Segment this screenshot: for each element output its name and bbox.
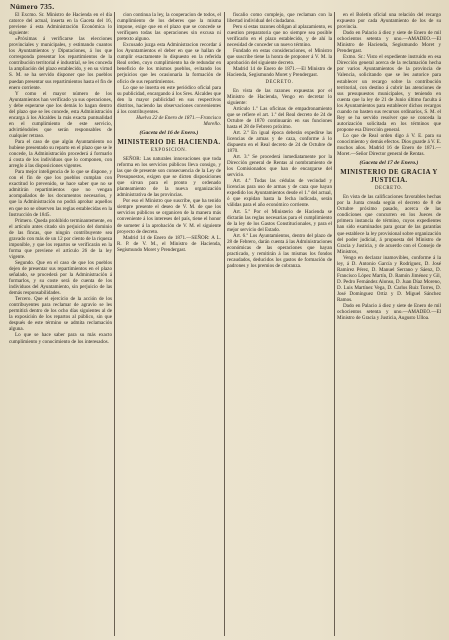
- paragraph: Y como el mayor número de los Ayuntamientos han verificado ya sus operaciones, y debe esperarse que los demás lo hagan dentro del plazo que se les concede, esta Administración encarga á los Alcaldes la más exacta puntualidad en el cumplimiento de este servicio, advirtiéndoles que serán responsables de cualquier retraso.: [9, 90, 112, 139]
- section-subheading: DECRETO.: [374, 186, 404, 192]
- paragraph: Fundado en estas consideraciones, el Ministro que suscribe tiene la honra de proponer á V. M. la aprobación del siguiente decreto.: [227, 48, 332, 67]
- column-divider: [334, 12, 335, 636]
- paragraph: en el Boletín oficial una relación del recargo expuesto por cada Ayuntamiento de los de su provincia.: [337, 12, 441, 31]
- paragraph: Primero. Queda prohibido terminantemente, en el artículo antes citado sin perjuicio del dominio de las fincas, que ningún contribuyente sea gravado con más de un 12 por ciento de la riqueza imponible, y que los repartos se verificarán en la forma que previene el artículo 26 de la ley vigente.: [9, 217, 112, 260]
- paragraph: El Excmo. Sr. Ministro de Hacienda en el día catorce del actual, inserta en la Gaceta del 16, previene á esta Administración Económica lo siguiente:: [9, 12, 112, 37]
- paragraph: Lo que se hace saber para su más exacto cumplimiento y conocimiento de los interesados.: [9, 332, 112, 345]
- paragraph: Excusado juzga esta Administracion recordar á los Ayuntamientos el deber en que se hallan de cumplir exactamente lo dispuesto en la referida Real orden, cuyo cumplimiento ha de redundar en beneficio de los mismos pueblos, evitando los perjuicios que les ocasionaría la formación de oficio de sus repartimientos.: [117, 42, 221, 85]
- paragraph: cion continua la ley, la cooperacion de todos, el cumplimiento de los deberes que la misma impone, exige que en el plazo que se concede se verifiquen todas las operaciones sin excusa ni pretexto alguno.: [117, 12, 221, 43]
- paragraph: «Próximas á verificarse las elecciones provinciales y municipales, y estimando cuantos los Ayuntamientos y Diputaciones, á los que corresponda presentar los repartimientos de la contribución territorial é industrial, se les conceda la ampliación del plazo establecido, y en su virtud S. M. se ha servido disponer que los pueblos puedan presentar sus repartimientos hasta el fin de enero corriente.: [9, 36, 112, 91]
- column-divider: [224, 12, 225, 636]
- column-4: [337, 12, 441, 636]
- paragraph: Dado en Palacio á diez y siete de Enero de mil ochocientos setenta y uno.—AMADEO.—El Ministro de Hacienda, Segismundo Moret y Prendergast.: [337, 30, 441, 55]
- paragraph: Para el caso de que algún Ayuntamiento no hubiese presentado su reparto en el plazo que se le concede, la Administración procederá á formarlo á costa de los individuos que lo componen, con arreglo á las disposiciones vigentes.: [9, 138, 112, 170]
- paragraph: Dado en Palacio á diez y siete de Enero de mil ochocientos setenta y uno.—AMADEO.—El Ministro de Gracia y Justicia, Augusto Ulloa.: [337, 303, 441, 322]
- paragraph: Segundo. Que en el caso de que los pueblos dejen de presentar sus repartimientos en el plazo señalado, se procederá por la Administración á formarlos, y su coste será de cuenta de los individuos del Ayuntamiento, sin perjuicio de las demás responsabilidades.: [9, 259, 112, 297]
- section-subheading: DECRETO.: [265, 79, 294, 85]
- gazette-citation: (Gaceta del 16 de Enero.): [139, 129, 199, 136]
- section-heading: MINISTERIO DE HACIENDA.: [117, 138, 221, 146]
- paragraph: Art. 4.º Todas las cédulas de vecindad y licencias para uso de armas y de caza que hayan expedido los Ayuntamientos desde el 1.º del actual, ó que expidan hasta la fecha indicada, serán válidas para el año económico corriente.: [227, 178, 332, 209]
- paragraph: Para mejor inteligencia de lo que se dispone, y con el fin de que los pueblos cumplan con exactitud lo prevenido, se hace saber que no se admitirán repartimientos que no vengan acompañados de los documentos necesarios, y que la Administración no podrá aprobar aquellos en que no se observen las reglas establecidas en la Instrucción de 1845.: [9, 169, 112, 218]
- paragraph: fiscalio como complejo, que reclaman con la libertad individual del ciudadano.: [227, 12, 332, 25]
- section-heading: MINISTERIO DE GRACIA Y JUSTICIA.: [340, 169, 438, 185]
- paragraph: Artículo 1.º Las oficinas de empadronamiento que se refiere el art. 1.º del Real decreto de 24 de Octubre de 1870 continuarán en sus funciones hasta el 28 de Febrero próximo.: [227, 105, 332, 130]
- paragraph: SEÑOR: Las naturales innovaciones que toda reforma en los servicios públicos lleva consigo, y las que de presente son consecuencia de la Ley de Presupuestos, exigen que se dicten disposiciones que sirvan para el pronto y ordenado planteamiento de la nueva organización administrativa de las provincias.: [117, 155, 221, 199]
- paragraph: Art. 6.º Los Ayuntamientos, dentro del plazo de 28 de Febrero, darán cuenta á las Administraciones económicas de las operaciones que hayan practicado, y remitirán á las mismas los fondos recaudados, deducidos los gastos de formación de padrones y los premios de cobranza.: [227, 232, 332, 269]
- paragraph: Exmo. Sr.: Visto el expediente instruido en esa Dirección general acerca de la reclamación hecha por varios Ayuntamientos de la provincia de Valencia, solicitando que se les autorice para establecer un recargo sobre la contribución territorial, con destino á cubrir las atenciones de sus presupuestos municipales, y teniendo en cuenta que la ley de 21 de Junio último faculta á los Ayuntamientos para establecer dichos recargos cuando no basten sus recursos ordinarios, S. M. el Rey se ha servido resolver que se conceda la autorización solicitada en los términos que propone esa Dirección general.: [337, 54, 441, 133]
- paragraph: Art. 2.º En igual época deberán expedirse las licencias de armas y de caza, conforme á lo dispuesto en el Real decreto de 24 de Octubre de 1870.: [227, 129, 332, 155]
- paragraph: Vengo en declarar inamovibles, conforme á la ley, á D. Antonio García y Rodríguez, D. José Ramírez Pérez, D. Manuel Serrano y Sáenz, D. Francisco López Martín, D. Ramón Jiménez y Gil, D. Pedro Fernández Alonso, D. Juan Díaz Moreno, D. Luis Martínez Vega, D. Carlos Ruiz Torres, D. José Domínguez Ortiz y D. Miguel Sánchez Ramos.: [337, 254, 441, 304]
- paragraph: Madrid 14 de Enero de 1871.—El Ministro de Hacienda, Segismundo Moret y Prendergast.: [227, 66, 332, 79]
- paragraph: En vista de las razones expuestas por el Ministro de Hacienda, Vengo en decretar lo siguiente:: [227, 87, 332, 106]
- paragraph: En vista de las calificaciones favorables hechas por la Junta creada según el decreto de 8 de Octubre próximo pasado, acerca de las condiciones que concurren en los Jueces de primera instancia de término, cuyos expedientes han sido examinados para gozar de las garantías que establece la ley provisional sobre organización del poder judicial, á propuesta del Ministro de Gracia y Justicia, y de acuerdo con el Consejo de Ministros,: [337, 194, 441, 255]
- column-1: [9, 12, 112, 636]
- paragraph: Art. 3.º Se procederá inmediatamente por la Dirección general de Rentas al nombramiento de los Comisionados que han de encargarse del servicio.: [227, 154, 332, 179]
- paragraph: Lo que se inserta en este periódico oficial para su publicidad, encargando á los Sres. Alcaldes que den la mayor publicidad en sus respectivos distritos, haciendo las observaciones convenientes á los contribuyentes.: [117, 84, 221, 115]
- gazette-citation: (Gaceta del 17 de Enero.): [359, 160, 419, 167]
- column-3: [227, 12, 332, 636]
- issue-number: Número 735.: [10, 2, 55, 11]
- paragraph: Pero si estas razones obligan al aplazamiento, es cuestion preparatoria que no siempre sea posible verificarlo en el plazo establecido, y de ahí la necesidad de conceder un nuevo término.: [227, 24, 332, 49]
- column-divider: [114, 12, 115, 636]
- signature: Huelva 22 de Enero de 1871.—Francisco Morello.: [136, 114, 221, 127]
- paragraph: Lo que de Real orden digo á V. E. para su conocimiento y demás efectos. Dios guarde á V. E. muchos años. Madrid 16 de Enero de 1871.—Moret.—Señor Director general de Rentas.: [337, 132, 441, 158]
- paragraph: Madrid 14 de Enero de 1871.—SEÑOR: A L. R. P. de V. M., el Ministro de Hacienda, Segismundo Moret y Prendergast.: [117, 234, 221, 253]
- paragraph: Tercero. Que el ejercicio de la acción de los contribuyentes para reclamar de agravio se les permitirá dentro de los ocho días siguientes al de la exposición de los repartos al público, sin que después de este término se admita reclamación alguna.: [9, 296, 112, 333]
- section-subheading: EXPOSICION.: [150, 147, 188, 153]
- column-2: [117, 12, 221, 636]
- paragraph: Art. 5.º Por el Ministerio de Hacienda se dictarán las reglas necesarias para el cumplimiento de la ley de los Gastos Constitucionales, y para el mejor servicio del Estado.: [227, 208, 332, 233]
- paragraph: Por eso el Ministro que suscribe, que ha tenido siempre presente el deseo de V. M. de que los servicios públicos se organicen de la manera más conveniente á los intereses del país, tiene el honor de someter á la aprobación de V. M. el siguiente proyecto de decreto.: [117, 198, 221, 235]
